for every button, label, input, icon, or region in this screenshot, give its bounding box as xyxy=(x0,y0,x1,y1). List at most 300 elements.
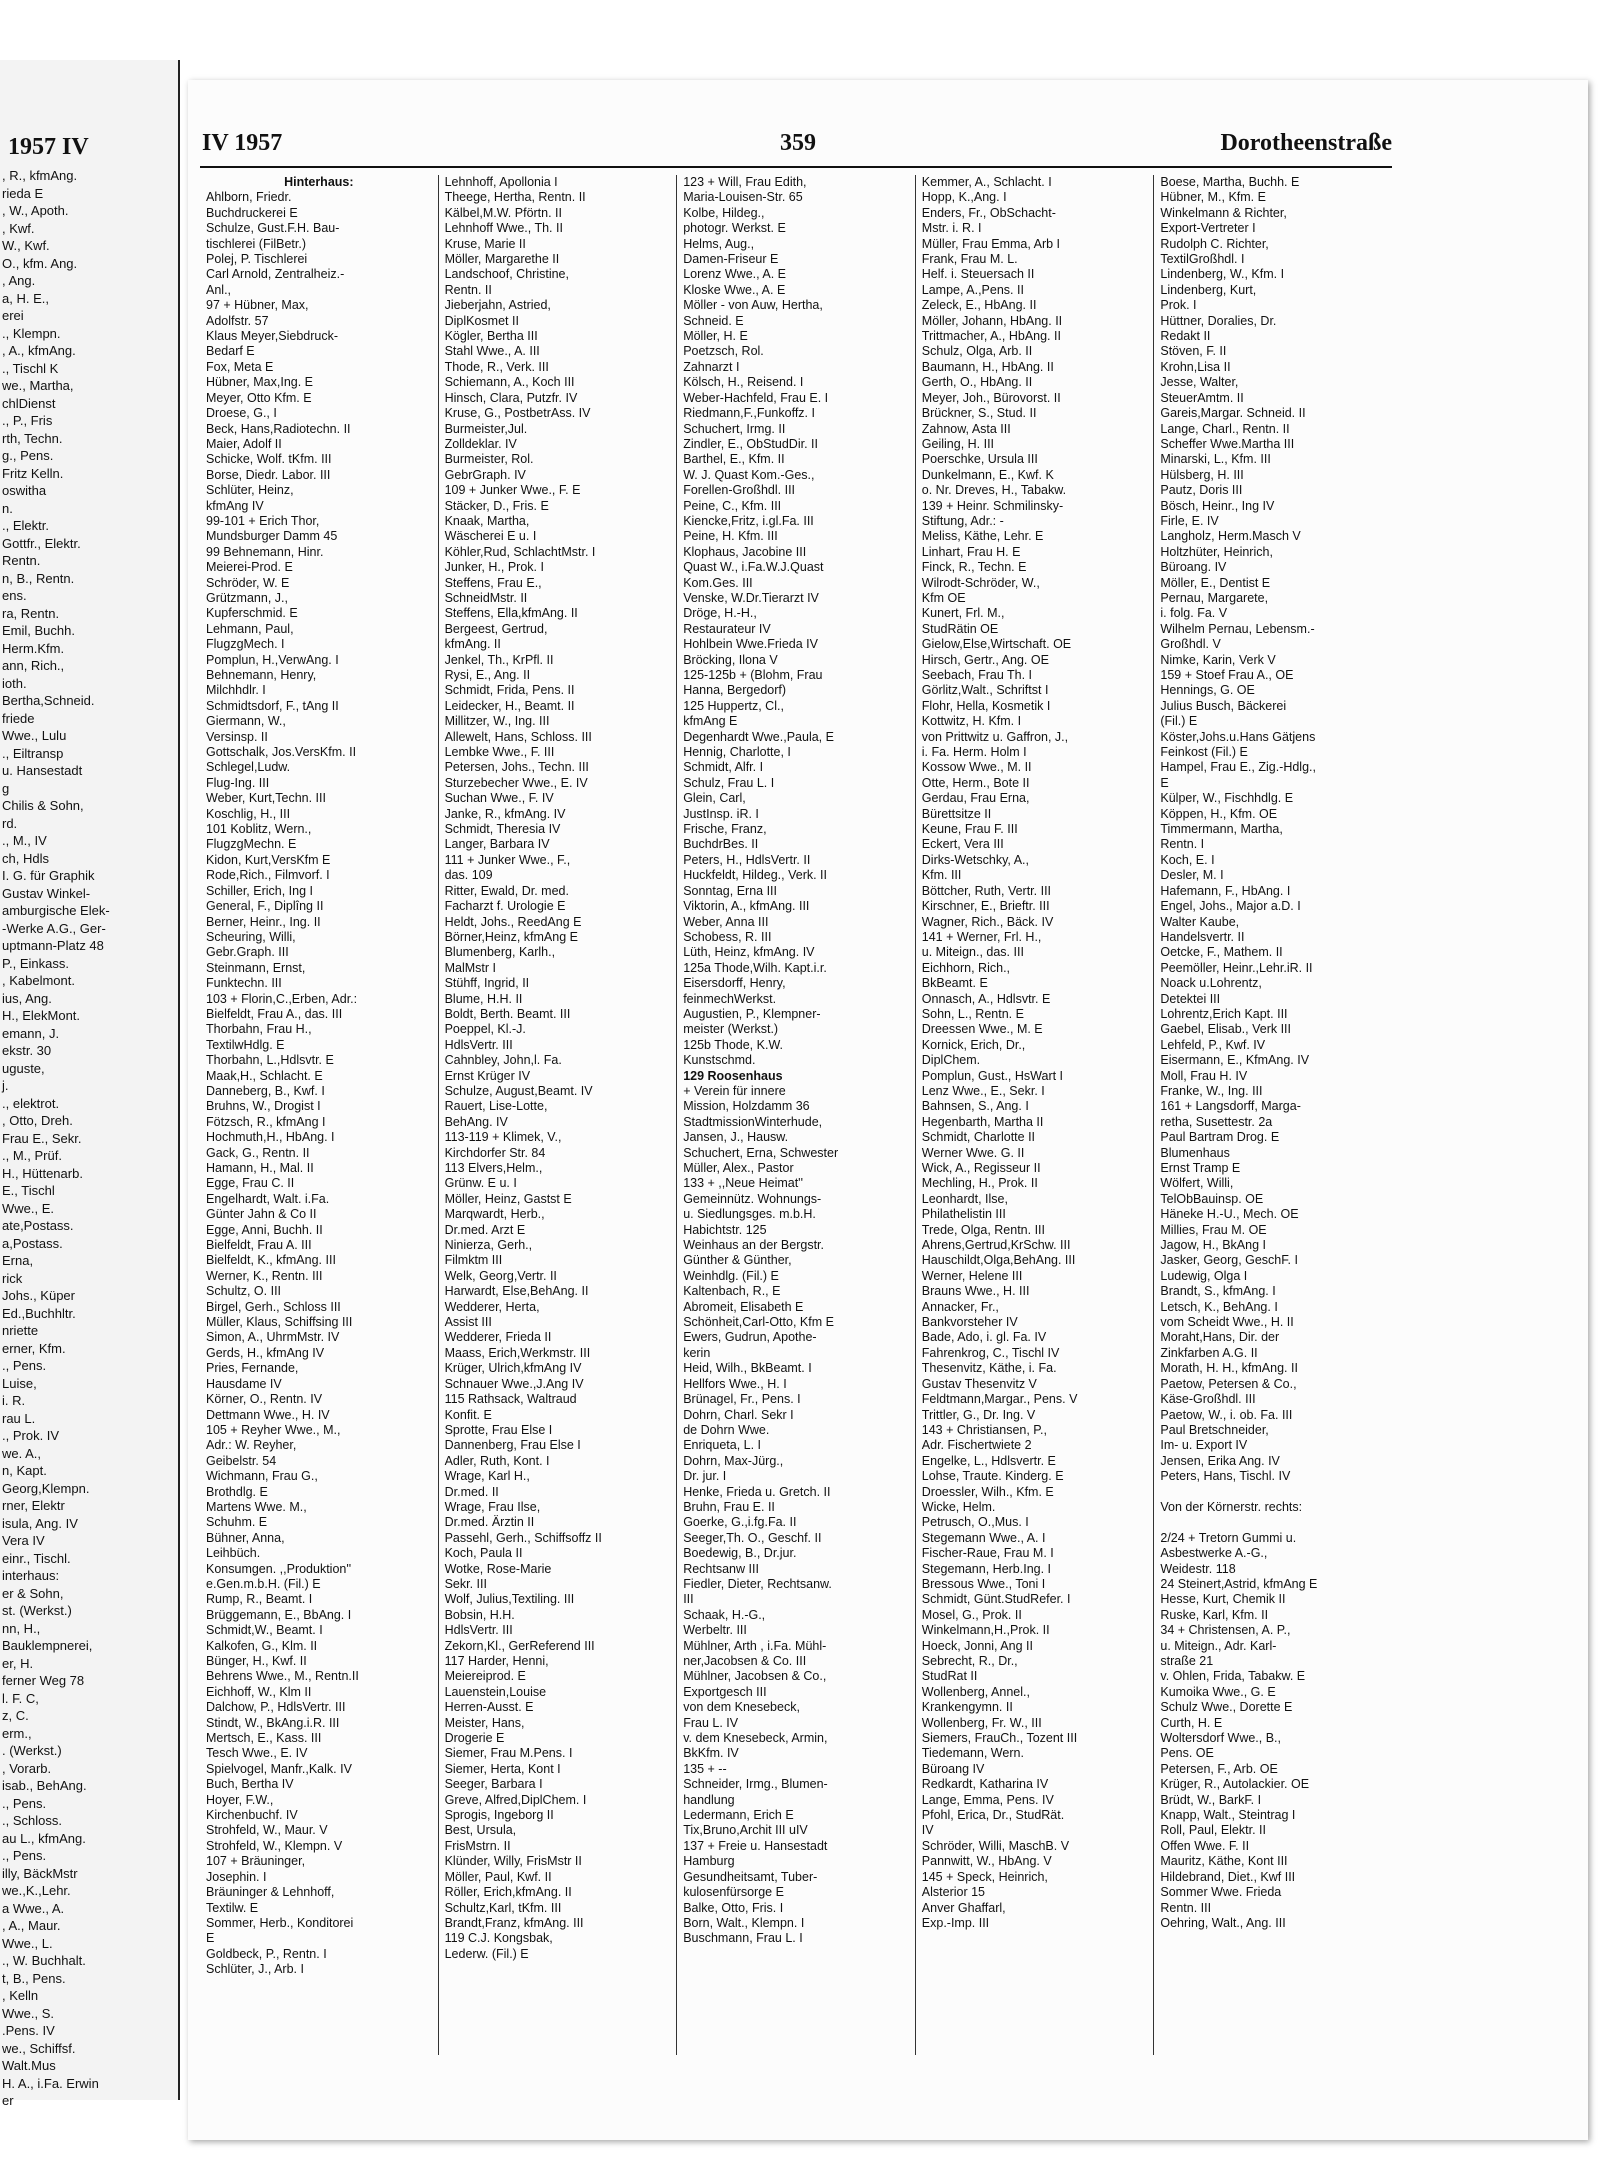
directory-entry: Detektei III xyxy=(1160,991,1221,1006)
directory-entry: Stühff, Ingrid, II xyxy=(444,976,530,991)
directory-entry: Schmidt, Theresia IV xyxy=(444,822,561,837)
directory-entry: Dr.med. II xyxy=(444,1484,499,1499)
directory-entry: Kfm. III xyxy=(921,868,962,883)
directory-entry: Strohfeld, W., Maur. V xyxy=(206,1823,328,1838)
directory-entry: Steinmann, Ernst, xyxy=(206,960,306,975)
directory-entry: Birgel, Gerh., Schloss III xyxy=(206,1299,341,1314)
directory-entry: Keune, Frau F. III xyxy=(921,822,1018,837)
directory-entry: Schicke, Wolf. tKfm. III xyxy=(206,452,332,467)
facing-page-line: , W., Apoth. xyxy=(2,203,69,218)
directory-entry: 137 + Freie u. Hansestadt xyxy=(683,1838,828,1853)
directory-entry: Käse-Großhdl. III xyxy=(1160,1392,1256,1407)
directory-entry: Brothdlg. E xyxy=(206,1484,268,1499)
directory-entry: Hafemann, F., HbAng. I xyxy=(1160,883,1291,898)
directory-entry: Schlegel,Ludw. xyxy=(206,760,291,775)
directory-entry: Werner Wwe. G. II xyxy=(921,1145,1025,1160)
directory-entry: 34 + Christensen, A. P., xyxy=(1160,1623,1291,1638)
directory-entry: v. Ohlen, Frida, Tabakw. E xyxy=(1160,1669,1306,1684)
directory-entry: Gottschalk, Jos.VersKfm. II xyxy=(206,745,357,760)
facing-page-line: rd. xyxy=(2,815,18,831)
directory-entry: Von der Körnerstr. rechts: xyxy=(1160,1499,1303,1514)
directory-entry: Kruse, Marie II xyxy=(444,236,526,251)
directory-entry: Gerth, O., HbAng. II xyxy=(921,375,1033,390)
directory-entry: Buch, Bertha IV xyxy=(206,1777,294,1792)
directory-entry: Schultz, O. III xyxy=(206,1284,282,1299)
facing-page-line: Emil, Buchh. xyxy=(2,623,75,638)
directory-entry: Assist III xyxy=(444,1315,492,1330)
directory-entry: Köppen, H., Kfm. OE xyxy=(1160,806,1278,821)
directory-entry: Mertsch, E., Kass. III xyxy=(206,1731,322,1746)
directory-entry: 103 + Florin,C.,Erben, Adr.: xyxy=(206,991,358,1006)
facing-page-line: er xyxy=(2,2093,14,2108)
facing-page-line: g xyxy=(2,780,10,796)
facing-page-line: amburgische Elek- xyxy=(2,903,110,918)
directory-entry: Pomplun, Gust., HsWart I xyxy=(921,1068,1064,1083)
directory-entry: Versinsp. II xyxy=(206,729,268,744)
facing-page-line: illy, BäckMstr xyxy=(2,1865,78,1881)
directory-entry: Fischer-Raue, Frau M. I xyxy=(921,1546,1054,1561)
directory-entry: meister (Werkst.) xyxy=(683,1022,779,1037)
directory-entry: 135 + -- xyxy=(683,1761,727,1776)
directory-entry: Feldtmann,Margar., Pens. V xyxy=(921,1392,1078,1407)
directory-entry: Stindt, W., BkAng.i.R. III xyxy=(206,1715,340,1730)
facing-page-line: Johs., Küper xyxy=(2,1288,75,1303)
facing-page-line: ., Tischl K xyxy=(2,360,59,376)
directory-entry: Meyer, Otto Kfm. E xyxy=(206,390,312,405)
directory-entry: Peters, H., HdlsVertr. II xyxy=(683,852,811,867)
directory-entry: E xyxy=(206,1931,215,1946)
facing-page-line: ra, Rentn. xyxy=(2,605,60,621)
directory-entry: Engel, Johs., Major a.D. I xyxy=(1160,899,1301,914)
directory-entry: Rode,Rich., Filmvorf. I xyxy=(206,868,330,883)
directory-entry: Dohrn, Max-Jürg., xyxy=(683,1453,784,1468)
directory-entry: Tesch Wwe., E. IV xyxy=(206,1746,308,1761)
directory-entry: Stahl Wwe., A. III xyxy=(444,344,540,359)
directory-entry: Klaus Meyer,Siebdruck- xyxy=(206,329,339,344)
directory-entry: e.Gen.m.b.H. (Fil.) E xyxy=(206,1576,321,1591)
directory-entry: Bade, Ado, i. gl. Fa. IV xyxy=(921,1330,1047,1345)
directory-entry: Flug-Ing. III xyxy=(206,775,270,790)
directory-entry: Seeger,Th. O., Geschf. II xyxy=(683,1530,822,1545)
directory-entry: Born, Walt., Klempn. I xyxy=(683,1915,805,1930)
directory-entry: Noack u.Lohrentz, xyxy=(1160,976,1262,991)
directory-entry: Thesenvitz, Käthe, i. Fa. xyxy=(921,1361,1057,1376)
directory-entry: Offen Wwe. F. II xyxy=(1160,1838,1250,1853)
directory-entry: Sprogis, Ingeborg II xyxy=(444,1808,554,1823)
directory-entry: Kfm OE xyxy=(921,590,966,605)
facing-page-line: au L., kfmAng. xyxy=(2,1830,86,1846)
facing-page-line: rieda E xyxy=(2,185,44,201)
directory-entry: Kirchenbuchf. IV xyxy=(206,1808,298,1823)
directory-entry: Gebr.Graph. III xyxy=(206,945,289,960)
directory-entry: 143 + Christiansen, P., xyxy=(921,1422,1047,1437)
facing-page-line: er & Sohn, xyxy=(2,1585,64,1601)
directory-entry: Hoeck, Jonni, Ang II xyxy=(921,1638,1033,1653)
directory-entry: Günter Jahn & Co II xyxy=(206,1207,317,1222)
directory-entry: v. dem Knesebeck, Armin, xyxy=(683,1731,828,1746)
directory-entry: Feinkost (Fil.) E xyxy=(1160,745,1248,760)
directory-entry: Schulz Wwe., Dorette E xyxy=(1160,1700,1293,1715)
directory-entry: Eisermann, E., KfmAng. IV xyxy=(1160,1053,1310,1068)
directory-entry: Wollenberg, Annel., xyxy=(921,1684,1030,1699)
directory-entry: Bräuninger & Lehnhoff, xyxy=(206,1885,335,1900)
directory-entry: General, F., Diplîng II xyxy=(206,899,324,914)
directory-entry: Anl., xyxy=(206,282,232,297)
facing-page-line: ens. xyxy=(2,588,27,603)
facing-page-line: oswitha xyxy=(2,483,47,498)
directory-entry: straße 21 xyxy=(1160,1654,1214,1668)
directory-entry: Flohr, Hella, Kosmetik I xyxy=(921,698,1051,713)
directory-entry: Schulze, August,Beamt. IV xyxy=(444,1083,593,1098)
directory-entry: ner,Jacobsen & Co. III xyxy=(683,1654,807,1668)
directory-entry: Buschmann, Frau L. I xyxy=(683,1931,803,1946)
directory-entry: Wedderer, Herta, xyxy=(444,1299,540,1314)
directory-entry: Moll, Frau H. IV xyxy=(1160,1068,1248,1083)
directory-entry: Schaak, H.-G., xyxy=(683,1607,766,1622)
directory-entry: Pens. OE xyxy=(1160,1746,1214,1761)
directory-entry: Hübner, Max,Ing. E xyxy=(206,375,314,390)
facing-page-line: uguste, xyxy=(2,1060,45,1076)
directory-entry: BkBeamt. E xyxy=(921,976,988,991)
directory-entry: Eisersdorff, Henry, xyxy=(683,976,786,991)
directory-entry: Werner, Helene III xyxy=(921,1268,1023,1283)
facing-page-line: ., W. Buchhalt. xyxy=(2,1953,86,1968)
directory-entry: Steffens, Ella,kfmAng. II xyxy=(444,606,578,621)
directory-entry: Ernst Tramp E xyxy=(1160,1161,1241,1175)
facing-page-line: st. (Werkst.) xyxy=(2,1603,72,1618)
directory-entry: Eckert, Vera III xyxy=(921,837,1004,852)
facing-page-line: isab., BehAng. xyxy=(2,1778,87,1793)
directory-entry: Pfohl, Erica, Dr., StudRät. xyxy=(921,1808,1065,1823)
directory-entry: Redkardt, Katharina IV xyxy=(921,1777,1049,1792)
directory-entry: Wäscherei E u. I xyxy=(444,529,537,544)
directory-entry: von Prittwitz u. Gaffron, J., xyxy=(921,729,1069,744)
directory-entry: Ninierza, Gerh., xyxy=(444,1238,533,1253)
directory-entry: Morath, H. H., kfmAng. II xyxy=(1160,1361,1298,1376)
directory-entry: Rechtsanw III xyxy=(683,1561,759,1576)
directory-entry: Schuchert, Irmg. II xyxy=(683,421,786,436)
directory-entry xyxy=(1160,1485,1386,1500)
directory-entry: Franke, W., Ing. III xyxy=(1160,1083,1263,1098)
directory-entry: Hinsch, Clara, Putzfr. IV xyxy=(444,390,578,405)
directory-entry: Lehnhoff, Apollonia I xyxy=(444,175,558,189)
directory-entry: Trittmacher, A., HbAng. II xyxy=(921,329,1061,344)
directory-entry: Linhart, Frau H. E xyxy=(921,544,1021,559)
directory-entry: Geibelstr. 54 xyxy=(206,1453,277,1468)
directory-entry: Peemöller, Heinr.,Lehr.iR. II xyxy=(1160,960,1313,975)
facing-page-line: P., Einkass. xyxy=(2,955,69,971)
directory-entry: Kidon, Kurt,VersKfm E xyxy=(206,852,331,867)
directory-entry: Lederw. (Fil.) E xyxy=(444,1946,529,1961)
directory-entry: Junker, H., Prok. I xyxy=(444,560,544,575)
directory-entry: Fötzsch, R., kfmAng I xyxy=(206,1114,326,1129)
directory-entry: Bösch, Heinr., Ing IV xyxy=(1160,498,1275,513)
directory-entry: Simon, A., UhrmMstr. IV xyxy=(206,1330,340,1345)
directory-entry: Schulze, Gust.F.H. Bau- xyxy=(206,221,340,236)
header-section-year: IV 1957 xyxy=(202,130,283,156)
directory-entry: Dr.med. Arzt E xyxy=(444,1222,526,1237)
directory-entry: Gareis,Margar. Schneid. II xyxy=(1160,406,1306,421)
directory-entry: 133 + ,,Neue Heimat'' xyxy=(683,1176,803,1191)
directory-entry: HdlsVertr. III xyxy=(444,1037,513,1052)
directory-entry: Suchan Wwe., F. IV xyxy=(444,791,554,806)
directory-entry: Poeppel, Kl.-J. xyxy=(444,1022,526,1037)
facing-page-line: ., M., IV xyxy=(2,833,47,848)
facing-page-line: ., Pens. xyxy=(2,1795,47,1811)
directory-entry: DiplChem. xyxy=(921,1053,981,1068)
directory-entry: Gemeinnütz. Wohnungs- xyxy=(683,1191,822,1206)
directory-entry: Exp.-Imp. III xyxy=(921,1915,990,1930)
facing-page-line: z, C. xyxy=(2,1708,29,1723)
directory-entry: Siemers, FrauCh., Tozent III xyxy=(921,1731,1078,1746)
directory-entry: Eichhoff, W., Klm II xyxy=(206,1684,312,1699)
facing-page-line: Frau E., Sekr. xyxy=(2,1130,82,1146)
directory-entry: Glein, Carl, xyxy=(683,791,746,806)
directory-entry: Hennings, G. OE xyxy=(1160,683,1255,698)
directory-entry: Poerschke, Ursula III xyxy=(921,452,1038,467)
directory-entry: 139 + Heinr. Schmilinsky- xyxy=(921,498,1064,513)
directory-entry: Nimke, Karin, Verk V xyxy=(1160,652,1276,667)
directory-entry: i. folg. Fa. V xyxy=(1160,606,1228,621)
directory-entry: Wolf, Julius,Textiling. III xyxy=(444,1592,575,1607)
directory-entry: Koch, E. I xyxy=(1160,852,1215,867)
directory-entry: Hamann, H., Mal. II xyxy=(206,1161,314,1175)
directory-entry: feinmechWerkst. xyxy=(683,991,777,1006)
directory-entry: Kloske Wwe., A. E xyxy=(683,282,786,297)
directory-entry: Frau L. IV xyxy=(683,1715,739,1730)
facing-page-line: ., M., Prüf. xyxy=(2,1148,62,1163)
facing-page-line: ch, Hdls xyxy=(2,850,49,866)
directory-columns xyxy=(200,175,1392,2055)
directory-entry: von dem Knesebeck, xyxy=(683,1700,800,1715)
directory-entry: Wick, A., Regisseur II xyxy=(921,1161,1041,1175)
directory-entry: JustInsp. iR. I xyxy=(683,806,759,821)
directory-entry: Günther & Günther, xyxy=(683,1253,792,1268)
directory-entry: Exportgesch III xyxy=(683,1684,767,1699)
directory-entry: Werbeltr. III xyxy=(683,1623,747,1638)
facing-page-line: Chilis & Sohn, xyxy=(2,798,84,813)
directory-entry: 141 + Werner, Frl. H., xyxy=(921,929,1042,944)
facing-page-line: a Wwe., A. xyxy=(2,1900,65,1916)
directory-entry: Börner,Heinz, kfmAng E xyxy=(444,929,578,944)
facing-page-line: t, B., Pens. xyxy=(2,1970,66,1986)
directory-entry: Schuhm. E xyxy=(206,1515,268,1530)
directory-entry: Brüggemann, E., BbAng. I xyxy=(206,1607,352,1622)
directory-entry: Bruhns, W., Drogist I xyxy=(206,1099,321,1114)
directory-entry: Wagner, Rich., Bäck. IV xyxy=(921,914,1054,929)
directory-entry: Siemer, Herta, Kont I xyxy=(444,1761,561,1776)
directory-entry: Stiftung, Adr.: - xyxy=(921,513,1004,528)
directory-entry: Weidestr. 118 xyxy=(1160,1561,1236,1576)
directory-entry: Letsch, K., BehAng. I xyxy=(1160,1299,1278,1314)
directory-entry: Funktechn. III xyxy=(206,976,282,991)
directory-entry: Müller, Alex., Pastor xyxy=(683,1161,794,1175)
directory-entry: Möller, Heinz, Gastst E xyxy=(444,1191,572,1206)
directory-entry: Marqwardt, Herb., xyxy=(444,1207,545,1222)
directory-entry: Scheffer Wwe.Martha III xyxy=(1160,436,1295,451)
directory-entry: Pautz, Doris III xyxy=(1160,483,1243,498)
directory-entry: 125-125b + (Blohm, Frau xyxy=(683,668,823,682)
directory-entry: Poetzsch, Rol. xyxy=(683,344,764,359)
facing-page-line: we., Martha, xyxy=(2,378,74,393)
directory-entry: Ledermann, Erich E xyxy=(683,1808,794,1823)
directory-entry: Finck, R., Techn. E xyxy=(921,560,1027,575)
facing-page-line: Fritz Kelln. xyxy=(2,465,64,481)
directory-entry: Handelsvertr. II xyxy=(1160,929,1245,944)
facing-page-line: ., Pens. xyxy=(2,1358,47,1373)
facing-page-line: erei xyxy=(2,308,24,323)
directory-entry: Trittler, G., Dr. Ing. V xyxy=(921,1407,1036,1422)
directory-entry: Krohn,Lisa II xyxy=(1160,359,1231,374)
directory-entry: Dunkelmann, E., Kwf. K xyxy=(921,467,1054,482)
directory-entry: Schlüter, J., Arb. I xyxy=(206,1962,304,1977)
directory-entry: i. Fa. Herm. Holm I xyxy=(921,745,1027,760)
directory-entry: StudRat II xyxy=(921,1669,978,1684)
facing-page-line: Erna, xyxy=(2,1253,34,1268)
directory-entry: Möller - von Auw, Hertha, xyxy=(683,298,823,313)
directory-entry: Droessler, Wilh., Kfm. E xyxy=(921,1484,1054,1499)
directory-entry: Maria-Louisen-Str. 65 xyxy=(683,190,803,205)
directory-entry: Müller, Klaus, Schiffsing III xyxy=(206,1315,353,1330)
directory-entry: Fiedler, Dieter, Rechtsanw. xyxy=(683,1576,832,1591)
directory-entry: handlung xyxy=(683,1792,735,1807)
directory-entry: Mechling, H., Prok. II xyxy=(921,1176,1038,1191)
directory-entry: Peine, H. Kfm. III xyxy=(683,529,778,544)
directory-entry: IV xyxy=(921,1823,934,1838)
directory-entry: Bergeest, Gertrud, xyxy=(444,621,548,636)
facing-page-line: Vera IV xyxy=(2,1533,45,1548)
directory-entry: Tiedemann, Wern. xyxy=(921,1746,1024,1761)
facing-page-line: we.,K.,Lehr. xyxy=(2,1883,71,1898)
directory-entry: MalMstr I xyxy=(444,960,496,975)
directory-entry: Hopp, K.,Ang. I xyxy=(921,190,1007,205)
facing-page-line: a, H. E., xyxy=(2,290,49,306)
directory-entry: Barthel, E., Kfm. II xyxy=(683,452,785,467)
directory-entry: Zinkfarben A.G. II xyxy=(1160,1345,1258,1360)
directory-entry: Lange, Emma, Pens. IV xyxy=(921,1792,1054,1807)
directory-entry: FlugzgMechn. E xyxy=(206,837,297,852)
directory-entry: Woltersdorf Wwe., B., xyxy=(1160,1731,1282,1746)
directory-entry: Schmidt, Günt.StudRefer. I xyxy=(921,1592,1071,1607)
directory-entry: Schlüter, Heinz, xyxy=(206,483,294,498)
facing-page-line: n, Kapt. xyxy=(2,1463,47,1478)
directory-entry: Hülsberg, H. III xyxy=(1160,467,1244,482)
directory-entry: StadtmissionWinterhude, xyxy=(683,1114,823,1129)
page-header xyxy=(200,130,1392,168)
directory-entry: Herren-Ausst. E xyxy=(444,1700,534,1715)
directory-entry: Winkelmann,H.,Prok. II xyxy=(921,1623,1050,1638)
directory-entry: Eichhorn, Rich., xyxy=(921,960,1011,975)
facing-page-line: E., Tischl xyxy=(2,1183,55,1198)
directory-entry: Behnemann, Henry, xyxy=(206,668,317,682)
facing-page-line: j. xyxy=(2,1078,9,1093)
directory-entry: Mühlner, Arth , i.Fa. Mühl- xyxy=(683,1638,827,1653)
directory-entry: Meyer, Joh., Bürovorst. II xyxy=(921,390,1061,405)
directory-entry: Danneberg, B., Kwf. I xyxy=(206,1083,325,1098)
directory-entry: FlugzgMech. I xyxy=(206,637,285,652)
directory-entry: Theege, Hertha, Rentn. II xyxy=(444,190,586,205)
directory-entry: Ewers, Gudrun, Apothe- xyxy=(683,1330,817,1345)
directory-entry: Geiling, H. III xyxy=(921,436,995,451)
directory-entry: Hennig, Charlotte, I xyxy=(683,745,791,760)
directory-entry: Ludewig, Olga I xyxy=(1160,1268,1248,1283)
directory-entry: Export-Vertreter I xyxy=(1160,221,1256,236)
directory-entry: Kolbe, Hildeg., xyxy=(683,205,765,220)
directory-entry: Janke, R., kfmAng. IV xyxy=(444,806,566,821)
directory-entry: o. Nr. Dreves, H., Tabakw. xyxy=(921,483,1067,498)
directory-entry: Brückner, S., Stud. II xyxy=(921,406,1037,421)
directory-entry: Millies, Frau M. OE xyxy=(1160,1222,1267,1237)
directory-entry: Krüger, Ulrich,kfmAng IV xyxy=(444,1361,582,1376)
directory-entry: Lange, Charl., Rentn. II xyxy=(1160,421,1290,436)
directory-entry: Rump, R., Beamt. I xyxy=(206,1592,313,1607)
directory-entry: Oetcke, F., Mathem. II xyxy=(1160,945,1283,960)
directory-entry: 111 + Junker Wwe., F., xyxy=(444,852,571,867)
directory-entry: Brandt,Franz, kfmAng. III xyxy=(444,1915,584,1930)
directory-entry: Mundsburger Damm 45 xyxy=(206,529,338,544)
directory-entry: Forellen-Großhdl. III xyxy=(683,483,796,498)
directory-entry: Schulz, Frau L. I xyxy=(683,775,775,790)
directory-entry: Egge, Anni, Buchh. II xyxy=(206,1222,323,1237)
directory-entry: Hanna, Bergedorf) xyxy=(683,683,787,698)
directory-entry: Milchhdlr. I xyxy=(206,683,266,698)
directory-entry: Gaebel, Elisab., Verk III xyxy=(1160,1022,1291,1037)
directory-entry: 115 Rathsack, Waltraud xyxy=(444,1392,577,1407)
directory-entry: Rysi, E., Ang. II xyxy=(444,668,531,682)
directory-entry: Weber, Kurt,Techn. III xyxy=(206,791,326,806)
directory-entry: u. Siedlungsges. m.b.H. xyxy=(683,1207,816,1222)
directory-entry: 113 Elvers,Helm., xyxy=(444,1161,543,1175)
directory-entry: Kossow Wwe., M. II xyxy=(921,760,1032,775)
directory-entry: Schuchert, Erna, Schwester xyxy=(683,1145,839,1160)
directory-entry: Lorenz Wwe., A. E xyxy=(683,267,787,282)
directory-entry: kerin xyxy=(683,1345,711,1360)
directory-entry: Tix,Bruno,Archit III uIV xyxy=(683,1823,808,1838)
directory-entry: Wichmann, Frau G., xyxy=(206,1469,318,1484)
directory-entry: Firle, E. IV xyxy=(1160,513,1219,528)
directory-entry: retha, Susettestr. 2a xyxy=(1160,1114,1273,1129)
directory-entry: Huckfeldt, Hildeg., Verk. II xyxy=(683,868,827,883)
directory-entry: Paetow, W., i. ob. Fa. III xyxy=(1160,1407,1293,1422)
directory-entry: GebrGraph. IV xyxy=(444,467,526,482)
directory-entry: Ritter, Ewald, Dr. med. xyxy=(444,883,569,898)
directory-entry: Bröcking, Ilona V xyxy=(683,652,778,667)
directory-entry: Kottwitz, H. Kfm. I xyxy=(921,714,1022,729)
directory-entry: Frische, Franz, xyxy=(683,822,767,837)
directory-entry: Egge, Frau C. II xyxy=(206,1176,295,1191)
directory-entry: Jieberjahn, Astried, xyxy=(444,298,551,313)
directory-entry: Schneider, Irmg., Blumen- xyxy=(683,1777,828,1792)
directory-entry: Rentn. III xyxy=(1160,1900,1212,1915)
facing-page-line: Walt.Mus xyxy=(2,2058,56,2073)
directory-entry: 159 + Stoef Frau A., OE xyxy=(1160,668,1294,682)
directory-entry: Maier, Adolf II xyxy=(206,436,282,451)
directory-entry: Gerds, H., kfmAng IV xyxy=(206,1345,325,1360)
directory-entry: Möller, Johann, HbAng. II xyxy=(921,313,1063,328)
directory-entry: Röller, Erich,kfmAng. II xyxy=(444,1885,572,1900)
directory-entry: Hauschildt,Olga,BehAng. III xyxy=(921,1253,1076,1268)
directory-entry: Lindenberg, W., Kfm. I xyxy=(1160,267,1285,282)
directory-entry: Ahrens,Gertrud,KrSchw. III xyxy=(921,1238,1071,1253)
directory-entry: Lehmann, Paul, xyxy=(206,621,294,636)
facing-page-line: ., Eiltransp xyxy=(2,745,64,761)
directory-entry: Balke, Otto, Fris. I xyxy=(683,1900,784,1915)
directory-entry: Giermann, W., xyxy=(206,714,286,729)
facing-page-line: ., Klempn. xyxy=(2,325,61,341)
facing-page-line: Gottfr., Elektr. xyxy=(2,535,81,551)
directory-entry: Sprotte, Frau Else I xyxy=(444,1422,553,1437)
facing-page-line: n, B., Rentn. xyxy=(2,570,75,586)
